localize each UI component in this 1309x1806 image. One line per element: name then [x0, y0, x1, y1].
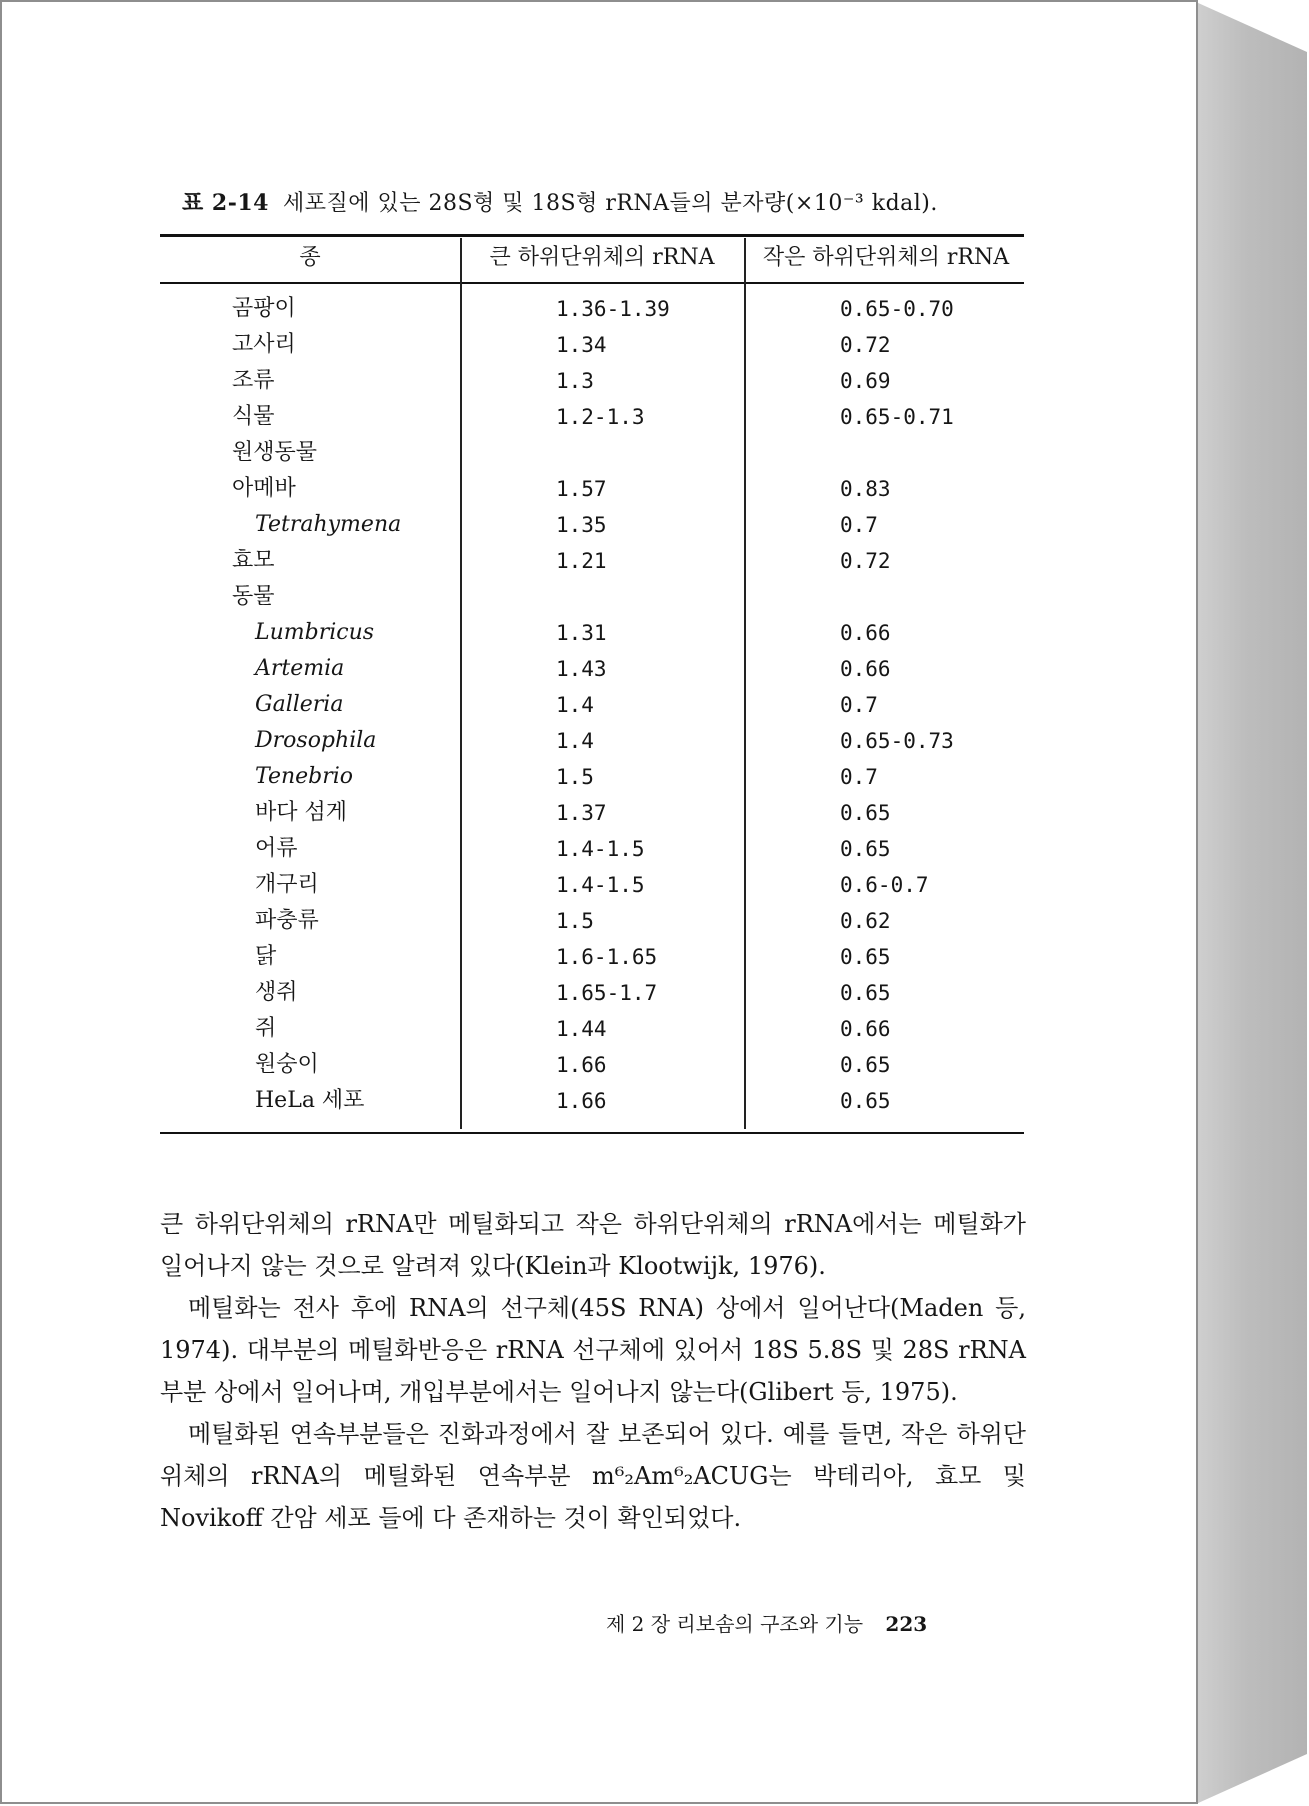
- small-rrna-cell: 0.65: [840, 1053, 891, 1077]
- running-footer: [606, 1608, 1022, 1637]
- small-rrna-cell: 0.66: [840, 657, 891, 681]
- small-rrna-cell: 0.65: [840, 801, 891, 825]
- table-row: [2, 939, 1200, 975]
- table-row: [2, 795, 1200, 831]
- paragraph: 큰 하위단위체의 rRNA만 메틸화되고 작은 하위단위체의 rRNA에서는 메틸화가 일어나지 않는 것으로 알려져 있다(Klein과 Klootwijk, 1976).: [160, 1210, 1026, 1280]
- header-small-subunit: 작은 하위단위체의 rRNA: [762, 245, 1010, 270]
- page-number: 223: [885, 1612, 928, 1636]
- header-large-subunit: 큰 하위단위체의 rRNA: [489, 245, 715, 270]
- species-cell: 쥐: [255, 1016, 277, 1041]
- table-row: [2, 363, 1200, 399]
- table-row: [2, 1047, 1200, 1083]
- small-rrna-cell: 0.72: [840, 333, 891, 357]
- small-rrna-cell: 0.65: [840, 945, 891, 969]
- small-rrna-cell: 0.65-0.70: [840, 297, 954, 321]
- table-row: [2, 471, 1200, 507]
- small-rrna-cell: 0.6-0.7: [840, 873, 929, 897]
- species-cell: Lumbricus: [255, 620, 375, 645]
- table-number: 표 2-14: [182, 190, 269, 216]
- species-cell: 식물: [232, 404, 275, 429]
- small-rrna-cell: 0.66: [840, 1017, 891, 1041]
- table-row: [2, 327, 1200, 363]
- table-caption: [182, 186, 1022, 217]
- species-cell: HeLa 세포: [255, 1088, 365, 1113]
- table-top-rule: [160, 234, 1024, 237]
- large-rrna-cell: 1.34: [556, 333, 607, 357]
- species-cell: 원숭이: [255, 1052, 319, 1077]
- large-rrna-cell: 1.4: [556, 693, 594, 717]
- small-rrna-cell: 0.69: [840, 369, 891, 393]
- species-cell: Artemia: [255, 656, 345, 681]
- small-rrna-cell: 0.65: [840, 1089, 891, 1113]
- table-header-rule: [160, 282, 1024, 284]
- small-rrna-cell: 0.7: [840, 693, 878, 717]
- large-rrna-cell: 1.43: [556, 657, 607, 681]
- table-row: [2, 687, 1200, 723]
- table-row: [2, 759, 1200, 795]
- large-rrna-cell: 1.5: [556, 765, 594, 789]
- small-rrna-cell: 0.65: [840, 981, 891, 1005]
- table-row: [2, 543, 1200, 579]
- large-rrna-cell: 1.65-1.7: [556, 981, 658, 1005]
- table-caption-text: 세포질에 있는 28S형 및 18S형 rRNA들의 분자량(×10⁻³ kdal).: [282, 191, 938, 216]
- large-rrna-cell: 1.6-1.65: [556, 945, 658, 969]
- book-edge: [1196, 2, 1307, 1804]
- table-row: [2, 291, 1200, 327]
- large-rrna-cell: 1.5: [556, 909, 594, 933]
- large-rrna-cell: 1.66: [556, 1053, 607, 1077]
- paragraph: 메틸화된 연속부분들은 진화과정에서 잘 보존되어 있다. 예를 들면, 작은 하위단위체의 rRNA의 메틸화된 연속부분 m⁶₂Am⁶₂ACUG는 박테리아, 효모 및 Novikoff 간암 세포 들에 다 존재하는 것이 확인되었다.: [160, 1420, 1026, 1532]
- table-row: [2, 579, 1200, 615]
- table-row: [2, 723, 1200, 759]
- large-rrna-cell: 1.21: [556, 549, 607, 573]
- table-row: [2, 615, 1200, 651]
- table-row: [2, 903, 1200, 939]
- table-row: [2, 1083, 1200, 1119]
- species-cell: 파충류: [255, 908, 319, 933]
- species-cell: 아메바: [232, 476, 296, 501]
- chapter-title: 제 2 장 리보솜의 구조와 기능: [606, 1612, 864, 1636]
- table-row: [2, 975, 1200, 1011]
- small-rrna-cell: 0.7: [840, 513, 878, 537]
- table-row: [2, 1011, 1200, 1047]
- species-cell: 바다 섬게: [255, 800, 348, 825]
- small-rrna-cell: 0.62: [840, 909, 891, 933]
- species-cell: 조류: [232, 368, 275, 393]
- paragraph: 메틸화는 전사 후에 RNA의 선구체(45S RNA) 상에서 일어난다(Maden 등, 1974). 대부분의 메틸화반응은 rRNA 선구체에 있어서 18S 5.8S 및 28S rRNA 부분 상에서 일어나며, 개입부분에서는 일어나지 않는다(Glibert 등, 1975).: [160, 1294, 1026, 1406]
- small-rrna-cell: 0.65: [840, 837, 891, 861]
- species-cell: Galleria: [255, 692, 344, 717]
- small-rrna-cell: 0.65-0.73: [840, 729, 954, 753]
- header-species: 종: [299, 245, 321, 270]
- large-rrna-cell: 1.31: [556, 621, 607, 645]
- large-rrna-cell: 1.57: [556, 477, 607, 501]
- large-rrna-cell: 1.4-1.5: [556, 837, 645, 861]
- small-rrna-cell: 0.65-0.71: [840, 405, 954, 429]
- large-rrna-cell: 1.35: [556, 513, 607, 537]
- small-rrna-cell: 0.66: [840, 621, 891, 645]
- small-rrna-cell: 0.72: [840, 549, 891, 573]
- species-cell: 곰팡이: [232, 296, 296, 321]
- table-row: [2, 831, 1200, 867]
- large-rrna-cell: 1.66: [556, 1089, 607, 1113]
- species-cell: 어류: [255, 836, 298, 861]
- table-row: [2, 507, 1200, 543]
- species-group-cell: 원생동물: [232, 440, 318, 465]
- species-cell: 효모: [232, 548, 275, 573]
- species-cell: Tenebrio: [255, 764, 354, 789]
- species-group-cell: 동물: [232, 584, 275, 609]
- large-rrna-cell: 1.2-1.3: [556, 405, 645, 429]
- species-cell: 고사리: [232, 332, 296, 357]
- table-row: [2, 867, 1200, 903]
- small-rrna-cell: 0.83: [840, 477, 891, 501]
- large-rrna-cell: 1.4: [556, 729, 594, 753]
- small-rrna-cell: 0.7: [840, 765, 878, 789]
- table-bottom-rule: [160, 1132, 1024, 1134]
- table-row: [2, 651, 1200, 687]
- large-rrna-cell: 1.44: [556, 1017, 607, 1041]
- large-rrna-cell: 1.37: [556, 801, 607, 825]
- large-rrna-cell: 1.4-1.5: [556, 873, 645, 897]
- species-cell: 닭: [255, 944, 277, 969]
- table-row: [2, 399, 1200, 435]
- large-rrna-cell: 1.36-1.39: [556, 297, 670, 321]
- species-cell: 생쥐: [255, 980, 298, 1005]
- species-cell: Tetrahymena: [255, 512, 402, 537]
- table-row: [2, 435, 1200, 471]
- body-text: [160, 1203, 1026, 1539]
- species-cell: Drosophila: [255, 728, 377, 753]
- large-rrna-cell: 1.3: [556, 369, 594, 393]
- species-cell: 개구리: [255, 872, 319, 897]
